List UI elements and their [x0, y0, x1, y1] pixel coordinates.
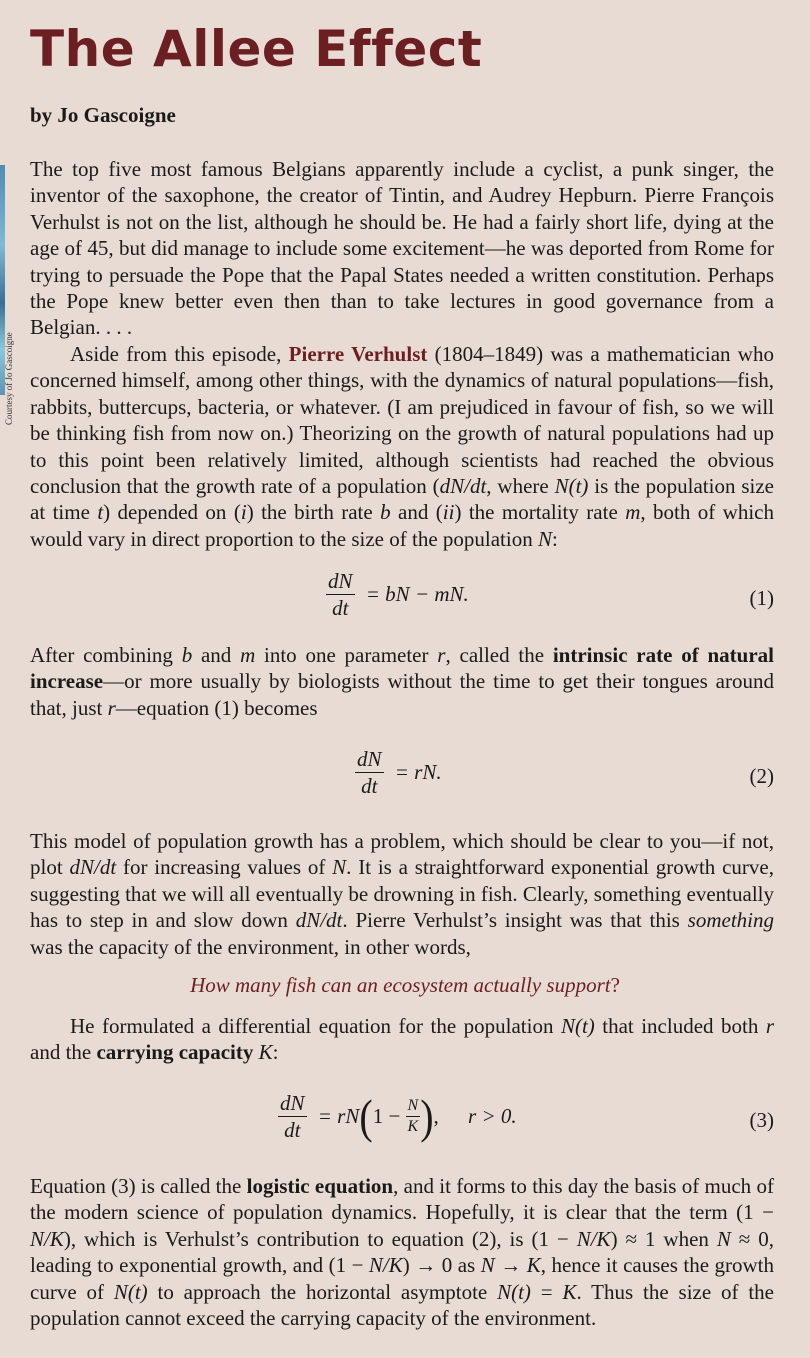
paragraph-1: The top five most famous Belgians apparently include a cyclist, a punk singer, the inventor of the saxophone, the creator of Tintin, and Audrey Hepburn. Pierre François Verhulst is not on the list, although he should be. He had a fairly short life, dying at the age of 45, but did manage to include some excitement—he was deported from Rome for trying to persuade the Pope that the Papal States needed a written constitution. Perhaps the Pope knew better even then than to take lectures in good governance from a Belgian. . . .	[30, 157, 774, 340]
article-title: The Allee Effect	[30, 20, 483, 78]
paragraph-4: This model of population growth has a problem, which should be clear to you—if not, plot dN/dt for increasing values of N. It is a straightforward exponential growth curve, suggesting that we will all eventually be drowning in fish. Clearly, something eventually has to step in and slow down dN/dt. Pierre Verhulst’s insight was that this something was the capacity of the environment, in other words,	[30, 829, 774, 959]
paragraph-2: Aside from this episode, Pierre Verhulst (1804–1849) was a mathematician who concerned himself, among other things, with the dynamics of natural populations—fish, rabbits, buttercups, bacteria, or whatever. (I am prejudiced in favour of fish, so we will be thinking fish from now on.) Theorizing on the growth of natural populations had up to this point been relatively limited, although scientists had reached the obvious conclusion that the growth rate of a population (dN/dt, where N(t) is the population size at time t) depended on (i) the birth rate b and (ii) the mortality rate m, both of which would vary in direct proportion to the size of the population N:	[30, 342, 774, 551]
equation-2: $\frac{dN}{dt}$ = rN. (2)	[357, 747, 774, 798]
equation-number: (3)	[749, 1108, 774, 1132]
byline: by Jo Gascoigne	[30, 103, 176, 127]
equation-3: $\frac{dN}{dt}$ = rN(1 − $\frac{N}{K}$ ), r > 0. (3)	[280, 1089, 774, 1144]
equation-number: (2)	[749, 764, 774, 788]
paragraph-6: Equation (3) is called the logistic equation, and it forms to this day the basis of much of the modern science of population dynamics. Hopefully, it is clear that the term (1 − N/K), which is Verhulst’s contribution to equation (2), is (1 − N/K) ≈ 1 when N ≈ 0, leading to exponential growth, and (1 − N/K) → 0 as N → K, hence it causes the growth curve of N(t) to approach the horizontal asymptote N(t) = K. Thus the size of the population cannot exceed the carrying capacity of the environment.	[30, 1174, 775, 1331]
equation-1: $\frac{dN}{dt}$ = bN − mN. (1)	[328, 569, 774, 620]
pull-quote: How many fish can an ecosystem actually support?	[190, 973, 620, 997]
equation-number: (1)	[749, 586, 774, 610]
paragraph-5: He formulated a differential equation for the population N(t) that included both r and the carrying capacity K:	[30, 1014, 774, 1065]
paragraph-3: After combining b and m into one parameter r, called the intrinsic rate of natural increase—or more usually by biologists without the time to get their tongues around that, just r—equation (1) becomes	[30, 643, 774, 720]
photo-credit: Courtesy of Jo Gascoigne	[4, 332, 14, 425]
verhulst-name: Pierre Verhulst	[288, 342, 428, 366]
